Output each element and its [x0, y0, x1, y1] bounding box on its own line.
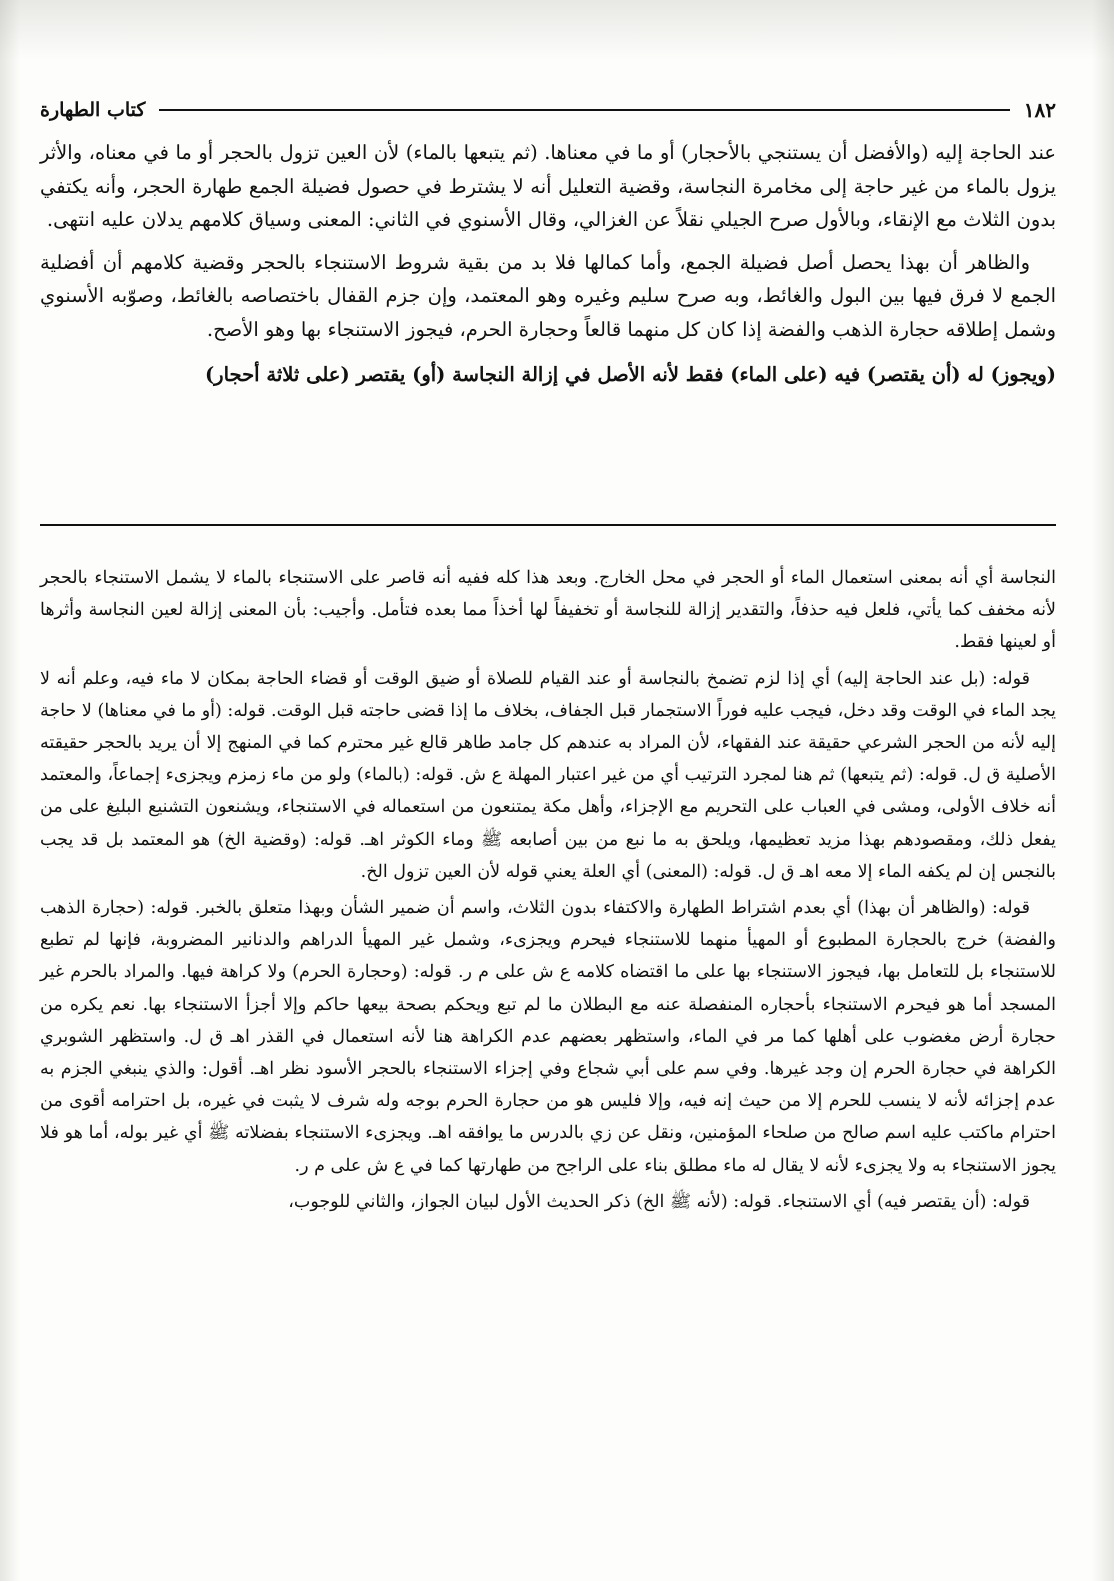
commentary-paragraph: قوله: (أن يقتصر فيه) أي الاستنجاء. قوله: (لأنه ﷺ الخ) ذكر الحديث الأول لبيان الجواز، والثاني للوجوب،	[288, 1191, 1030, 1212]
header-rule	[159, 109, 1009, 111]
commentary-paragraph: النجاسة أي أنه بمعنى استعمال الماء أو الحجر في محل الخارج. وبعد هذا كله ففيه أنه قاصر على الاستنجاء بالماء لا يشمل الاستنجاء بالحجر لأنه مخفف كما يأتي، فلعل فيه حذفاً، والتقدير إزالة للنجاسة أو تخفيفاً لها أخذاً مما بعده فتأمل. وأجيب: بأن المعنى إزالة لعين النجاسة وأثرها أو لعينها فقط.	[40, 568, 1056, 653]
scan-shadow-left	[0, 0, 20, 1581]
main-text	[40, 136, 1056, 392]
running-header	[40, 92, 1056, 128]
commentary-text	[40, 562, 1056, 1218]
scan-shadow-top	[0, 0, 1114, 60]
main-text-paragraph: (ويجوز) له (أن يقتصر) فيه (على الماء) فقط لأنه الأصل في إزالة النجاسة (أو) يقتصر (على ثلاثة أحجار)	[204, 363, 1056, 386]
main-text-paragraph: والظاهر أن بهذا يحصل أصل فضيلة الجمع، وأما كمالها فلا بد من بقية شروط الاستنجاء بالحجر وقضية كلامهم أن أفضلية الجمع لا فرق فيها بين البول والغائط، وبه صرح سليم وغيره وهو المعتمد، وإن جزم القفال باختصاصه بالغائط، وصوّبه الأسنوي وشمل إطلاقه حجارة الذهب والفضة إذا كان كل منهما قالعاً وحجارة الحرم، فيجوز الاستنجاء بها وهو الأصح.	[40, 250, 1056, 341]
section-separator	[40, 524, 1056, 526]
scan-shadow-right	[1092, 0, 1114, 1581]
page-number: ١٨٢	[1023, 98, 1056, 122]
commentary-paragraph: قوله: (والظاهر أن بهذا) أي بعدم اشتراط الطهارة والاكتفاء بدون الثلاث، واسم أن ضمير الشأن وبهذا متعلق بالخبر. قوله: (حجارة الذهب والفضة) خرج بالحجارة المطبوع أو المهيأ منهما للاستنجاء فيحرم ويجزىء، وشمل غير المهيأ الدراهم والدنانير المضروبة، فإنها لم تطبع للاستنجاء بل للتعامل بها، فيجوز الاستنجاء بها على ما اقتضاه كلامه ع ش على م ر. قوله: (وحجارة الحرم) ولا كراهة فيها. والمراد بالحرم غير المسجد أما هو فيحرم الاستنجاء بأحجاره المنفصلة عنه مع البطلان ما لم تبع ويحكم بصحة بيعها حاكم وإلا أجزأ الاستنجاء بها. نعم يكره من حجارة أرض مغضوب على أهلها كما مر في الماء، واستظهر بعضهم عدم الكراهة هنا لأنه استعمال في القذر اهـ ق ل. واستظهر الشوبري الكراهة في حجارة الحرم إن وجد غيرها. وفي سم على أبي شجاع وفي إجزاء الاستنجاء بالحجر الأسود نظر اهـ. أقول: والذي ينبغي الجزم به عدم إجزائه لأنه لا ينسب للحرم إلا من حيث إنه فيه، وإلا فليس هو من حجارة الحرم بوجه وله شرف لا يثبت في غيره، بل احترامه أقوى من احترام ماكتب عليه اسم صالح من صلحاء المؤمنين، ونقل عن زي بالدرس ما يوافقه اهـ. ويجزىء الاستنجاء بفضلاته ﷺ أي غير بوله، أما هو فلا يجوز الاستنجاء به ولا يجزىء لأنه لا يقال له ماء مطلق بناء على الراجح من طهارتها كما في ع ش على م ر.	[40, 898, 1056, 1176]
commentary-paragraph: قوله: (بل عند الحاجة إليه) أي إذا لزم تضمخ بالنجاسة أو عند القيام للصلاة أو ضيق الوقت أو قضاء الحاجة بمكان لا ماء فيه، وعلم أنه لا يجد الماء في الوقت وقد دخل، فيجب عليه فوراً الاستجمار قبل الجفاف، بخلاف ما إذا قضى حاجته قبل الوقت. قوله: (أو ما في معناها) لا حاجة إليه لأنه من الحجر الشرعي حقيقة عند الفقهاء، لأن المراد به عندهم كل جامد طاهر قالع غير محترم كما في المنهج إلا أن يريد بالحجر حقيقته الأصلية ق ل. قوله: (ثم يتبعها) ثم هنا لمجرد الترتيب أي من غير اعتبار المهلة ع ش. قوله: (بالماء) ولو من ماء زمزم ويجزىء إجماعاً، والمعتمد أنه خلاف الأولى، ومشى في العباب على التحريم مع الإجزاء، وأهل مكة يمتنعون من استعماله في الاستنجاء، ويشنعون التشنيع البليغ على من يفعل ذلك، ومقصودهم بهذا مزيد تعظيمها، ويلحق به ما نبع من بين أصابعه ﷺ وماء الكوثر اهـ. قوله: (وقضية الخ) هو المعتمد بل قد يجب بالنجس إن لم يكفه الماء إلا معه اهـ ق ل. قوله: (المعنى) أي العلة يعني قوله لأن العين تزول الخ.	[40, 668, 1056, 882]
book-title: كتاب الطهارة	[40, 99, 146, 121]
main-text-paragraph: عند الحاجة إليه (والأفضل أن يستنجي بالأحجار) أو ما في معناها. (ثم يتبعها بالماء) لأن العين تزول بالحجر أو ما في معناه، والأثر يزول بالماء من غير حاجة إلى مخامرة النجاسة، وقضية التعليل أنه لا يشترط في حصول فضيلة الجمع طهارة الحجر، وأنه يكتفي بدون الثلاث مع الإنقاء، وبالأول صرح الجيلي نقلاً عن الغزالي، وقال الأسنوي في الثاني: المعنى وسياق كلامهم يدلان عليه انتهى.	[40, 141, 1056, 231]
